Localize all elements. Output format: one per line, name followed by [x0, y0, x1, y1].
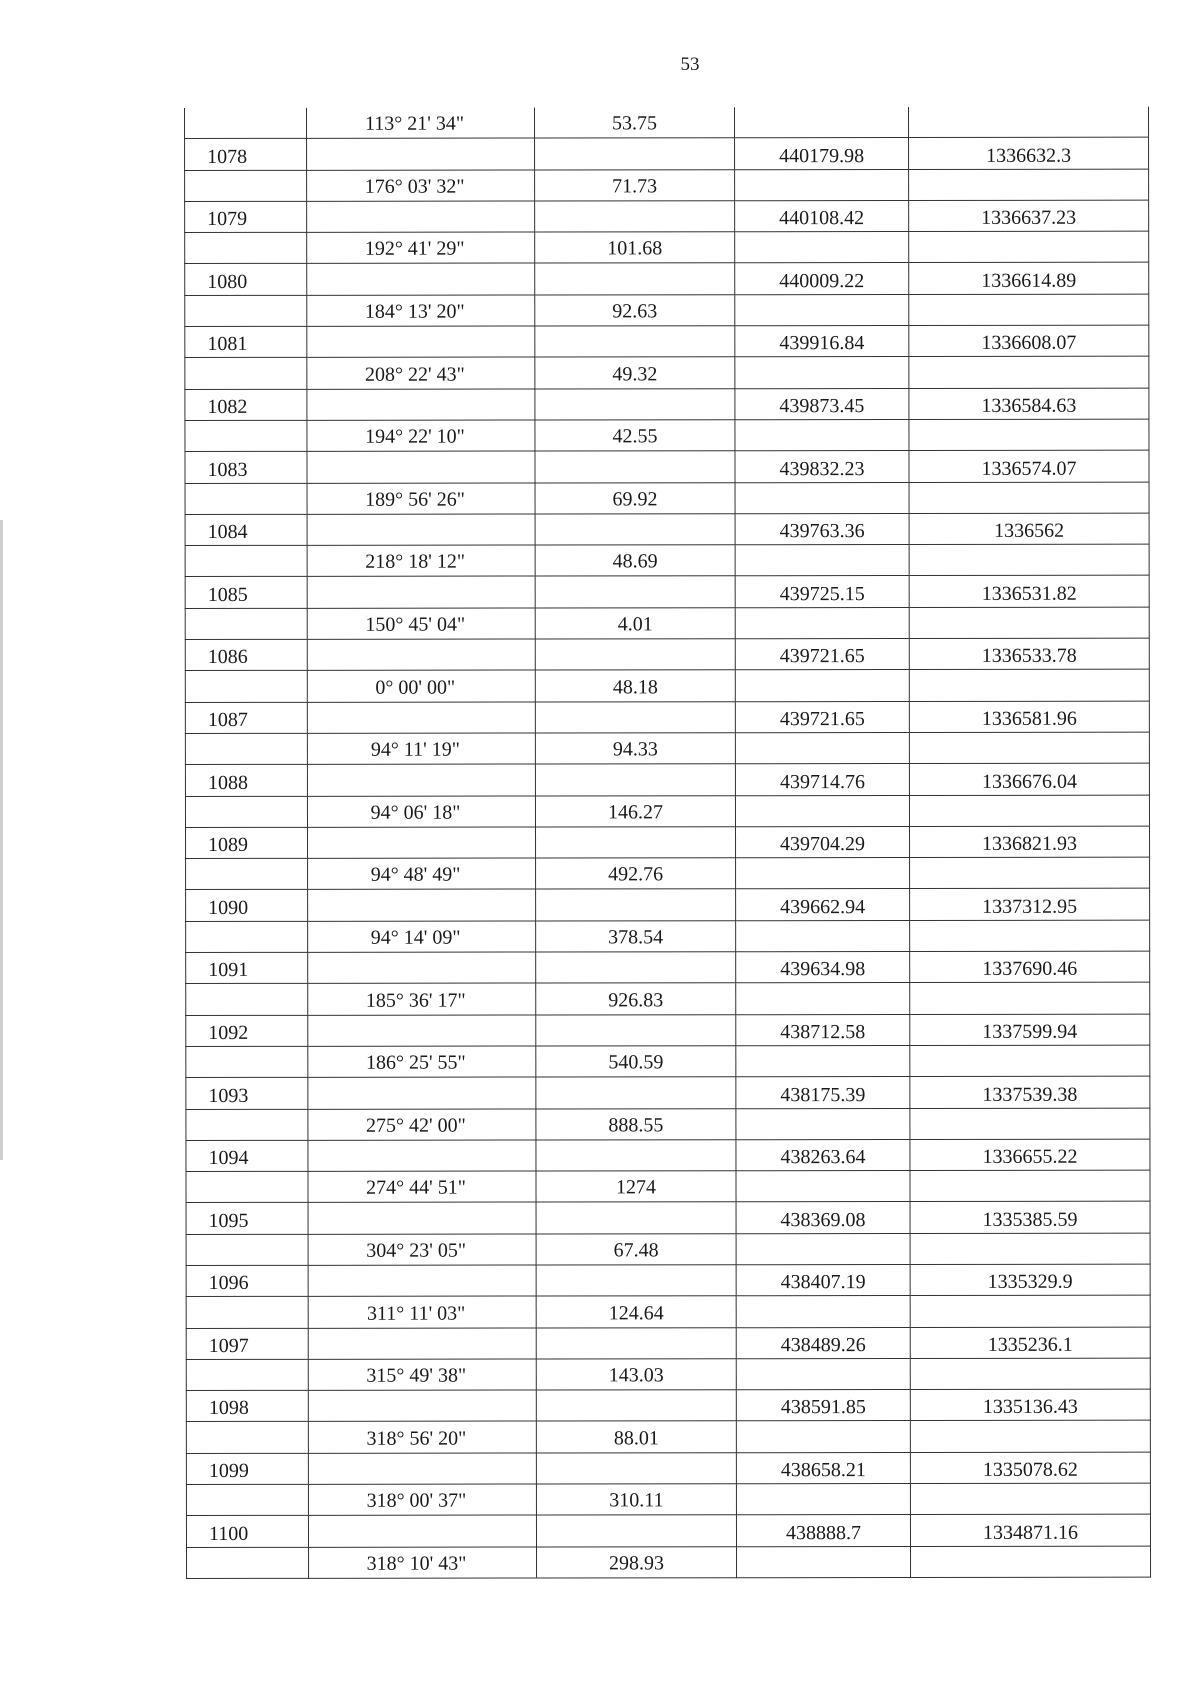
northing-cell-empty [909, 669, 1149, 701]
distance-cell-empty [536, 1140, 736, 1172]
distance-cell: 146.27 [535, 795, 735, 827]
northing-cell: 1337539.38 [910, 1076, 1150, 1108]
northing-cell-empty [911, 1546, 1151, 1578]
distance-cell-empty [536, 1077, 736, 1109]
station-id-cell: 1091 [186, 952, 308, 983]
bearing-cell-empty [308, 1328, 536, 1360]
bearing-cell: 184° 13' 20" [307, 295, 535, 327]
distance-cell-empty [536, 1452, 736, 1484]
station-cell-empty [186, 1422, 308, 1453]
easting-cell-empty [735, 670, 909, 702]
bearing-cell: 318° 00' 37" [308, 1484, 536, 1516]
bearing-cell-empty [308, 952, 536, 984]
bearing-cell-empty [308, 1077, 536, 1109]
table-row-leg [185, 482, 1149, 515]
bearing-cell: 194° 22' 10" [307, 420, 535, 452]
northing-cell: 1336637.23 [909, 200, 1149, 232]
northing-cell: 1336581.96 [909, 701, 1149, 733]
northing-cell-empty [909, 732, 1149, 764]
table-row-station [185, 763, 1149, 796]
distance-cell: 88.01 [536, 1421, 736, 1453]
station-cell-empty [185, 483, 307, 514]
easting-cell: 439704.29 [736, 826, 910, 858]
station-id-cell: 1085 [185, 577, 307, 608]
station-id-cell: 1080 [185, 264, 307, 295]
station-cell-empty [185, 170, 307, 201]
easting-cell-empty [735, 169, 909, 201]
table-row-station [186, 1327, 1150, 1360]
station-id-cell: 1087 [185, 702, 307, 733]
easting-cell-empty [735, 607, 909, 639]
table-row-leg [187, 1546, 1151, 1579]
northing-cell: 1335236.1 [910, 1327, 1150, 1359]
northing-cell-empty [910, 920, 1150, 952]
bearing-cell: 192° 41' 29" [307, 232, 535, 264]
table-row-station [185, 701, 1149, 734]
bearing-cell: 94° 11' 19" [307, 733, 535, 765]
distance-cell: 71.73 [535, 169, 735, 201]
bearing-cell: 0° 00' 00" [307, 670, 535, 702]
easting-cell-empty [736, 983, 910, 1015]
easting-cell-empty [735, 795, 909, 827]
distance-cell: 298.93 [537, 1546, 737, 1578]
northing-cell: 1335136.43 [910, 1389, 1150, 1421]
bearing-cell: 304° 23' 05" [308, 1234, 536, 1266]
easting-cell-empty [736, 1358, 910, 1390]
northing-cell-empty [910, 1483, 1150, 1515]
easting-cell: 439832.23 [735, 451, 909, 483]
station-id-cell: 1084 [185, 514, 307, 545]
bearing-cell-empty [307, 702, 535, 734]
bearing-cell-empty [307, 451, 535, 483]
table-row-station [185, 325, 1149, 358]
bearing-cell: 186° 25' 55" [308, 1046, 536, 1078]
northing-cell-empty [908, 107, 1148, 138]
easting-cell-empty [736, 1484, 910, 1516]
distance-cell: 492.76 [536, 858, 736, 890]
distance-cell: 888.55 [536, 1108, 736, 1140]
table-row-station [186, 951, 1150, 984]
northing-cell: 1337690.46 [910, 951, 1150, 983]
northing-cell-empty [910, 1295, 1150, 1327]
station-id-cell: 1092 [186, 1015, 308, 1046]
northing-cell: 1336655.22 [910, 1139, 1150, 1171]
distance-cell: 4.01 [535, 607, 735, 639]
bearing-cell-empty [308, 1140, 536, 1172]
distance-cell: 48.18 [535, 670, 735, 702]
table-row-leg [185, 294, 1149, 327]
table-row-leg [185, 231, 1149, 264]
table-row-leg [185, 544, 1149, 577]
easting-cell-empty [735, 419, 909, 451]
bearing-cell-empty [308, 1453, 536, 1485]
bearing-cell-empty [307, 389, 535, 421]
northing-cell-empty [909, 231, 1149, 263]
easting-cell-empty [735, 545, 909, 577]
easting-cell: 438489.26 [736, 1327, 910, 1359]
distance-cell: 53.75 [534, 107, 734, 138]
table-row-station [186, 1452, 1150, 1485]
bearing-cell: 318° 10' 43" [309, 1547, 537, 1579]
bearing-cell: 311° 11' 03" [308, 1296, 536, 1328]
station-cell-empty [185, 733, 307, 764]
table-row-station [185, 137, 1149, 170]
easting-cell: 438263.64 [736, 1139, 910, 1171]
easting-cell: 438407.19 [736, 1264, 910, 1296]
easting-cell: 440108.42 [735, 200, 909, 232]
easting-cell: 439916.84 [735, 326, 909, 358]
distance-cell: 124.64 [536, 1296, 736, 1328]
northing-cell: 1335329.9 [910, 1264, 1150, 1296]
station-cell-empty [186, 921, 308, 952]
northing-cell-empty [910, 1045, 1150, 1077]
easting-cell-empty [734, 107, 908, 138]
bearing-cell: 218° 18' 12" [307, 545, 535, 577]
northing-cell-empty [909, 482, 1149, 514]
station-cell-empty [185, 233, 307, 264]
bearing-cell: 176° 03' 32" [307, 170, 535, 202]
page-number: 53 [680, 54, 700, 75]
table-row-leg [186, 1483, 1150, 1516]
station-id-cell: 1079 [185, 201, 307, 232]
distance-cell: 1274 [536, 1171, 736, 1203]
northing-cell-empty [910, 857, 1150, 889]
easting-cell-empty [736, 1108, 910, 1140]
table-row-leg [186, 1295, 1150, 1328]
station-cell-empty [185, 796, 307, 827]
northing-cell-empty [910, 1170, 1150, 1202]
station-cell-empty [186, 1171, 308, 1202]
table-row-leg [185, 169, 1149, 202]
northing-cell-empty [909, 795, 1149, 827]
easting-cell: 439725.15 [735, 576, 909, 608]
table-row-leg [185, 795, 1149, 828]
easting-cell: 439763.36 [735, 513, 909, 545]
bearing-cell-empty [307, 263, 535, 295]
station-id-cell: 1093 [186, 1078, 308, 1109]
distance-cell-empty [536, 1014, 736, 1046]
distance-cell-empty [536, 1327, 736, 1359]
distance-cell-empty [535, 326, 735, 358]
table-row-leg [186, 857, 1150, 890]
bearing-cell: 275° 42' 00" [308, 1109, 536, 1141]
easting-cell-empty [735, 294, 909, 326]
easting-cell: 440009.22 [735, 263, 909, 295]
table-row-leg [186, 1170, 1150, 1203]
easting-cell-empty [735, 732, 909, 764]
table-row-station [186, 889, 1150, 922]
station-cell-empty [187, 1547, 309, 1578]
bearing-cell-empty [307, 639, 535, 671]
northing-cell-empty [909, 419, 1149, 451]
northing-cell: 1336533.78 [909, 638, 1149, 670]
easting-cell: 439662.94 [736, 889, 910, 921]
table-row-leg [185, 607, 1149, 640]
bearing-cell: 94° 14' 09" [308, 921, 536, 953]
easting-cell: 438369.08 [736, 1202, 910, 1234]
bearing-cell: 274° 44' 51" [308, 1171, 536, 1203]
station-id-cell: 1096 [186, 1265, 308, 1296]
northing-cell-empty [910, 1358, 1150, 1390]
table-row-station [185, 576, 1149, 609]
northing-cell: 1337312.95 [910, 889, 1150, 921]
northing-cell-empty [910, 1421, 1150, 1453]
station-id-cell: 1095 [186, 1203, 308, 1234]
distance-cell: 926.83 [536, 983, 736, 1015]
station-id-cell: 1082 [185, 389, 307, 420]
station-id-cell: 1099 [186, 1453, 308, 1484]
northing-cell: 1335078.62 [910, 1452, 1150, 1484]
distance-cell-empty [535, 639, 735, 671]
bearing-cell-empty [308, 1202, 536, 1234]
distance-cell: 143.03 [536, 1359, 736, 1391]
table-row-leg [186, 1233, 1150, 1266]
station-id-cell: 1083 [185, 452, 307, 483]
northing-cell-empty [909, 357, 1149, 389]
northing-cell: 1336821.93 [910, 826, 1150, 858]
easting-cell-empty [736, 920, 910, 952]
bearing-cell: 318° 56' 20" [308, 1421, 536, 1453]
northing-cell: 1336531.82 [909, 576, 1149, 608]
easting-cell: 439721.65 [735, 701, 909, 733]
bearing-cell: 150° 45' 04" [307, 608, 535, 640]
northing-cell: 1336562 [909, 513, 1149, 545]
northing-cell: 1336676.04 [909, 763, 1149, 795]
easting-cell: 440179.98 [735, 138, 909, 170]
table-row-station [186, 826, 1150, 859]
table-row-station [185, 450, 1149, 483]
northing-cell: 1336614.89 [909, 263, 1149, 295]
easting-cell: 439714.76 [735, 764, 909, 796]
table-row-station [185, 513, 1149, 546]
table-row-station [186, 1515, 1150, 1548]
easting-cell-empty [736, 1233, 910, 1265]
table-row-leg [185, 669, 1149, 702]
bearing-cell: 185° 36' 17" [308, 983, 536, 1015]
distance-cell-empty [536, 1265, 736, 1297]
northing-cell-empty [909, 607, 1149, 639]
easting-cell-empty [737, 1546, 911, 1578]
northing-cell-empty [910, 1108, 1150, 1140]
station-id-cell: 1078 [185, 139, 307, 170]
easting-cell-empty [735, 232, 909, 264]
bearing-cell-empty [308, 1265, 536, 1297]
station-cell-empty [186, 1109, 308, 1140]
distance-cell-empty [535, 263, 735, 295]
station-id-cell: 1086 [185, 639, 307, 670]
bearing-cell: 189° 56' 26" [307, 483, 535, 515]
station-cell-empty [185, 108, 307, 139]
bearing-cell-empty [308, 889, 536, 921]
distance-cell-empty [535, 138, 735, 170]
distance-cell: 378.54 [536, 920, 736, 952]
distance-cell-empty [536, 1202, 736, 1234]
bearing-cell-empty [308, 827, 536, 859]
table-row-leg [186, 1045, 1150, 1078]
distance-cell: 310.11 [536, 1484, 736, 1516]
easting-cell: 438658.21 [736, 1452, 910, 1484]
bearing-cell-empty [307, 201, 535, 233]
station-cell-empty [186, 1297, 308, 1328]
northing-cell: 1336632.3 [909, 137, 1149, 169]
distance-cell: 101.68 [535, 232, 735, 264]
table-row-station [185, 638, 1149, 671]
station-cell-empty [185, 358, 307, 389]
distance-cell: 48.69 [535, 545, 735, 577]
northing-cell-empty [910, 982, 1150, 1014]
northing-cell: 1337599.94 [910, 1014, 1150, 1046]
table-body [185, 107, 1151, 1579]
distance-cell-empty [536, 952, 736, 984]
station-cell-empty [185, 420, 307, 451]
bearing-cell-empty [307, 138, 535, 170]
station-id-cell: 1098 [186, 1390, 308, 1421]
bearing-cell-empty [308, 1515, 536, 1547]
northing-cell: 1336574.07 [909, 450, 1149, 482]
easting-cell: 439721.65 [735, 639, 909, 671]
station-cell-empty [186, 858, 308, 889]
northing-cell-empty [909, 169, 1149, 201]
easting-cell: 438591.85 [736, 1390, 910, 1422]
table-row-leg [185, 732, 1149, 765]
northing-cell-empty [909, 294, 1149, 326]
northing-cell: 1336608.07 [909, 325, 1149, 357]
distance-cell: 42.55 [535, 420, 735, 452]
easting-cell: 439873.45 [735, 388, 909, 420]
table-row-leg [186, 1421, 1150, 1454]
station-cell-empty [186, 1359, 308, 1390]
bearing-cell-empty [308, 1015, 536, 1047]
bearing-cell-empty [307, 764, 535, 796]
table-row-station [185, 388, 1149, 421]
distance-cell: 94.33 [535, 733, 735, 765]
station-cell-empty [185, 671, 307, 702]
station-id-cell: 1081 [185, 326, 307, 357]
northing-cell: 1335385.59 [910, 1202, 1150, 1234]
station-cell-empty [185, 608, 307, 639]
easting-cell-empty [736, 858, 910, 890]
northing-cell-empty [910, 1233, 1150, 1265]
distance-cell-empty [536, 1390, 736, 1422]
table-row-leg [185, 419, 1149, 452]
table-row-station [186, 1389, 1150, 1422]
table-row-leg [186, 1358, 1150, 1391]
bearing-cell: 94° 48' 49" [308, 858, 536, 890]
station-cell-empty [185, 545, 307, 576]
easting-cell-empty [736, 1171, 910, 1203]
bearing-cell-empty [307, 326, 535, 358]
distance-cell: 92.63 [535, 295, 735, 327]
station-id-cell: 1094 [186, 1140, 308, 1171]
distance-cell-empty [536, 889, 736, 921]
easting-cell: 438888.7 [736, 1515, 910, 1547]
station-cell-empty [186, 1046, 308, 1077]
distance-cell-empty [536, 827, 736, 859]
station-id-cell: 1097 [186, 1328, 308, 1359]
distance-cell-empty [535, 388, 735, 420]
table-row-leg [186, 982, 1150, 1015]
northing-cell: 1334871.16 [910, 1515, 1150, 1547]
easting-cell: 439634.98 [736, 952, 910, 984]
station-id-cell: 1100 [186, 1516, 308, 1547]
station-cell-empty [186, 984, 308, 1015]
bearing-cell-empty [307, 576, 535, 608]
table-row-station [185, 263, 1149, 296]
survey-coordinate-table [184, 107, 1151, 1579]
table-row-leg [186, 1108, 1150, 1141]
northing-cell: 1336584.63 [909, 388, 1149, 420]
easting-cell-empty [735, 357, 909, 389]
distance-cell: 540.59 [536, 1046, 736, 1078]
scan-edge-mark [0, 520, 3, 1160]
table-row-station [186, 1139, 1150, 1172]
bearing-cell: 315° 49' 38" [308, 1359, 536, 1391]
station-cell-empty [186, 1484, 308, 1515]
station-cell-empty [186, 1234, 308, 1265]
easting-cell: 438712.58 [736, 1014, 910, 1046]
bearing-cell-empty [308, 1390, 536, 1422]
northing-cell-empty [909, 544, 1149, 576]
table-row-leg [186, 920, 1150, 953]
bearing-cell: 113° 21' 34" [306, 108, 534, 139]
bearing-cell-empty [307, 514, 535, 546]
easting-cell-empty [736, 1045, 910, 1077]
distance-cell-empty [535, 764, 735, 796]
station-id-cell: 1088 [185, 765, 307, 796]
easting-cell-empty [736, 1296, 910, 1328]
station-id-cell: 1090 [186, 890, 308, 921]
distance-cell: 67.48 [536, 1233, 736, 1265]
table-row-station [186, 1076, 1150, 1109]
table-row-station [186, 1014, 1150, 1047]
table-row-leg [185, 107, 1149, 139]
table-row-leg [185, 357, 1149, 390]
easting-cell: 438175.39 [736, 1077, 910, 1109]
distance-cell-empty [535, 514, 735, 546]
distance-cell-empty [535, 701, 735, 733]
distance-cell-empty [535, 576, 735, 608]
distance-cell-empty [536, 1515, 736, 1547]
distance-cell-empty [535, 451, 735, 483]
table-row-station [186, 1264, 1150, 1297]
easting-cell-empty [736, 1421, 910, 1453]
table-row-station [186, 1202, 1150, 1235]
distance-cell: 69.92 [535, 482, 735, 514]
station-cell-empty [185, 295, 307, 326]
table-row-station [185, 200, 1149, 233]
bearing-cell: 208° 22' 43" [307, 357, 535, 389]
bearing-cell: 94° 06' 18" [307, 796, 535, 828]
distance-cell: 49.32 [535, 357, 735, 389]
station-id-cell: 1089 [186, 827, 308, 858]
distance-cell-empty [535, 201, 735, 233]
easting-cell-empty [735, 482, 909, 514]
